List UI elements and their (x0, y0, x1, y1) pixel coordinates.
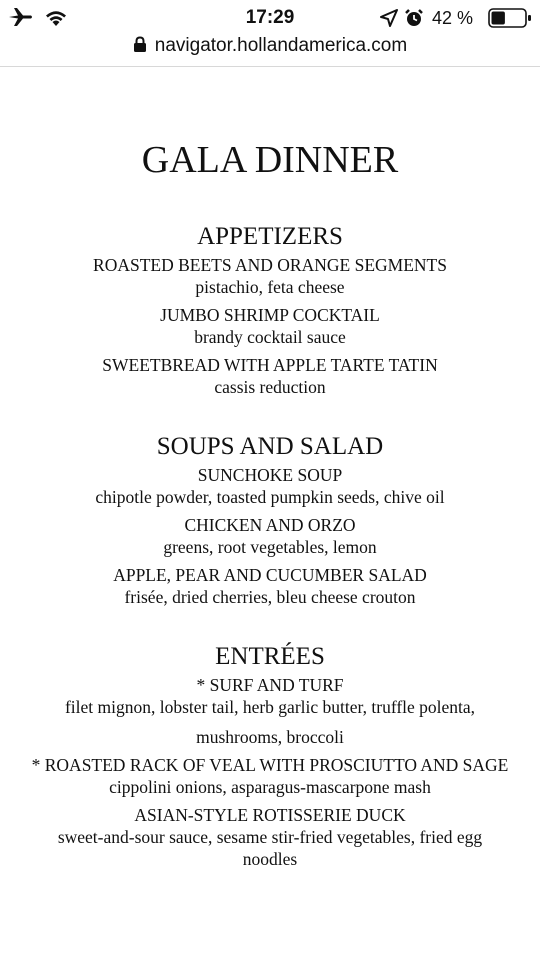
status-time: 17:29 (245, 7, 295, 28)
address-bar[interactable] (0, 34, 540, 66)
section-heading: SOUPS AND SALAD (156, 433, 384, 460)
section-heading: ENTRÉES (215, 643, 325, 670)
address-bar-divider (0, 66, 540, 67)
section-entrees (30, 642, 510, 870)
status-bar (0, 0, 540, 34)
dish-item (30, 564, 510, 608)
dish-name: JUMBO SHRIMP COCKTAIL (160, 305, 380, 325)
dish-description: filet mignon, lobster tail, herb garlic butter, truffle polenta, (64, 697, 476, 717)
dish-item (30, 514, 510, 558)
dish-item (30, 254, 510, 298)
dish-description-continued: mushrooms, broccoli (196, 727, 344, 747)
dish-item (30, 354, 510, 398)
dish-name: SUNCHOKE SOUP (197, 465, 343, 485)
dish-name: ASIAN-STYLE ROTISSERIE DUCK (134, 805, 406, 825)
dish-item (30, 754, 510, 798)
dish-description: cassis reduction (214, 377, 326, 397)
battery-icon (488, 8, 532, 33)
section-heading: APPETIZERS (197, 223, 343, 250)
dish-description: chipotle powder, toasted pumpkin seeds, chive oil (95, 487, 445, 507)
dish-description: brandy cocktail sauce (194, 327, 346, 347)
dish-item (30, 304, 510, 348)
dish-item (30, 804, 510, 870)
lock-icon (133, 36, 147, 60)
dish-name: CHICKEN AND ORZO (184, 515, 356, 535)
section-soups-and-salad (30, 432, 510, 608)
dish-name: SWEETBREAD WITH APPLE TARTE TATIN (102, 355, 438, 375)
alarm-icon (404, 8, 424, 33)
dish-description: sweet-and-sour sauce, sesame stir-fried vegetables, fried egg noodles (57, 827, 483, 869)
dish-name: APPLE, PEAR AND CUCUMBER SALAD (113, 565, 427, 585)
menu-title: GALA DINNER (141, 139, 399, 181)
section-appetizers (30, 222, 510, 398)
dish-name: * SURF AND TURF (196, 675, 344, 695)
dish-name: ROASTED BEETS AND ORANGE SEGMENTS (93, 255, 447, 275)
battery-percentage: 42 % (432, 8, 474, 28)
dish-item (30, 464, 510, 508)
location-arrow-icon (380, 9, 398, 32)
menu-content (30, 136, 510, 904)
dish-item (30, 674, 510, 748)
url-text: navigator.hollandamerica.com (154, 35, 408, 56)
dish-name: * ROASTED RACK OF VEAL WITH PROSCIUTTO AND SAGE (31, 755, 509, 775)
dish-description: frisée, dried cherries, bleu cheese crouton (124, 587, 416, 607)
dish-description: greens, root vegetables, lemon (163, 537, 377, 557)
dish-description: pistachio, feta cheese (195, 277, 345, 297)
dish-description: cippolini onions, asparagus-mascarpone mash (109, 777, 431, 797)
